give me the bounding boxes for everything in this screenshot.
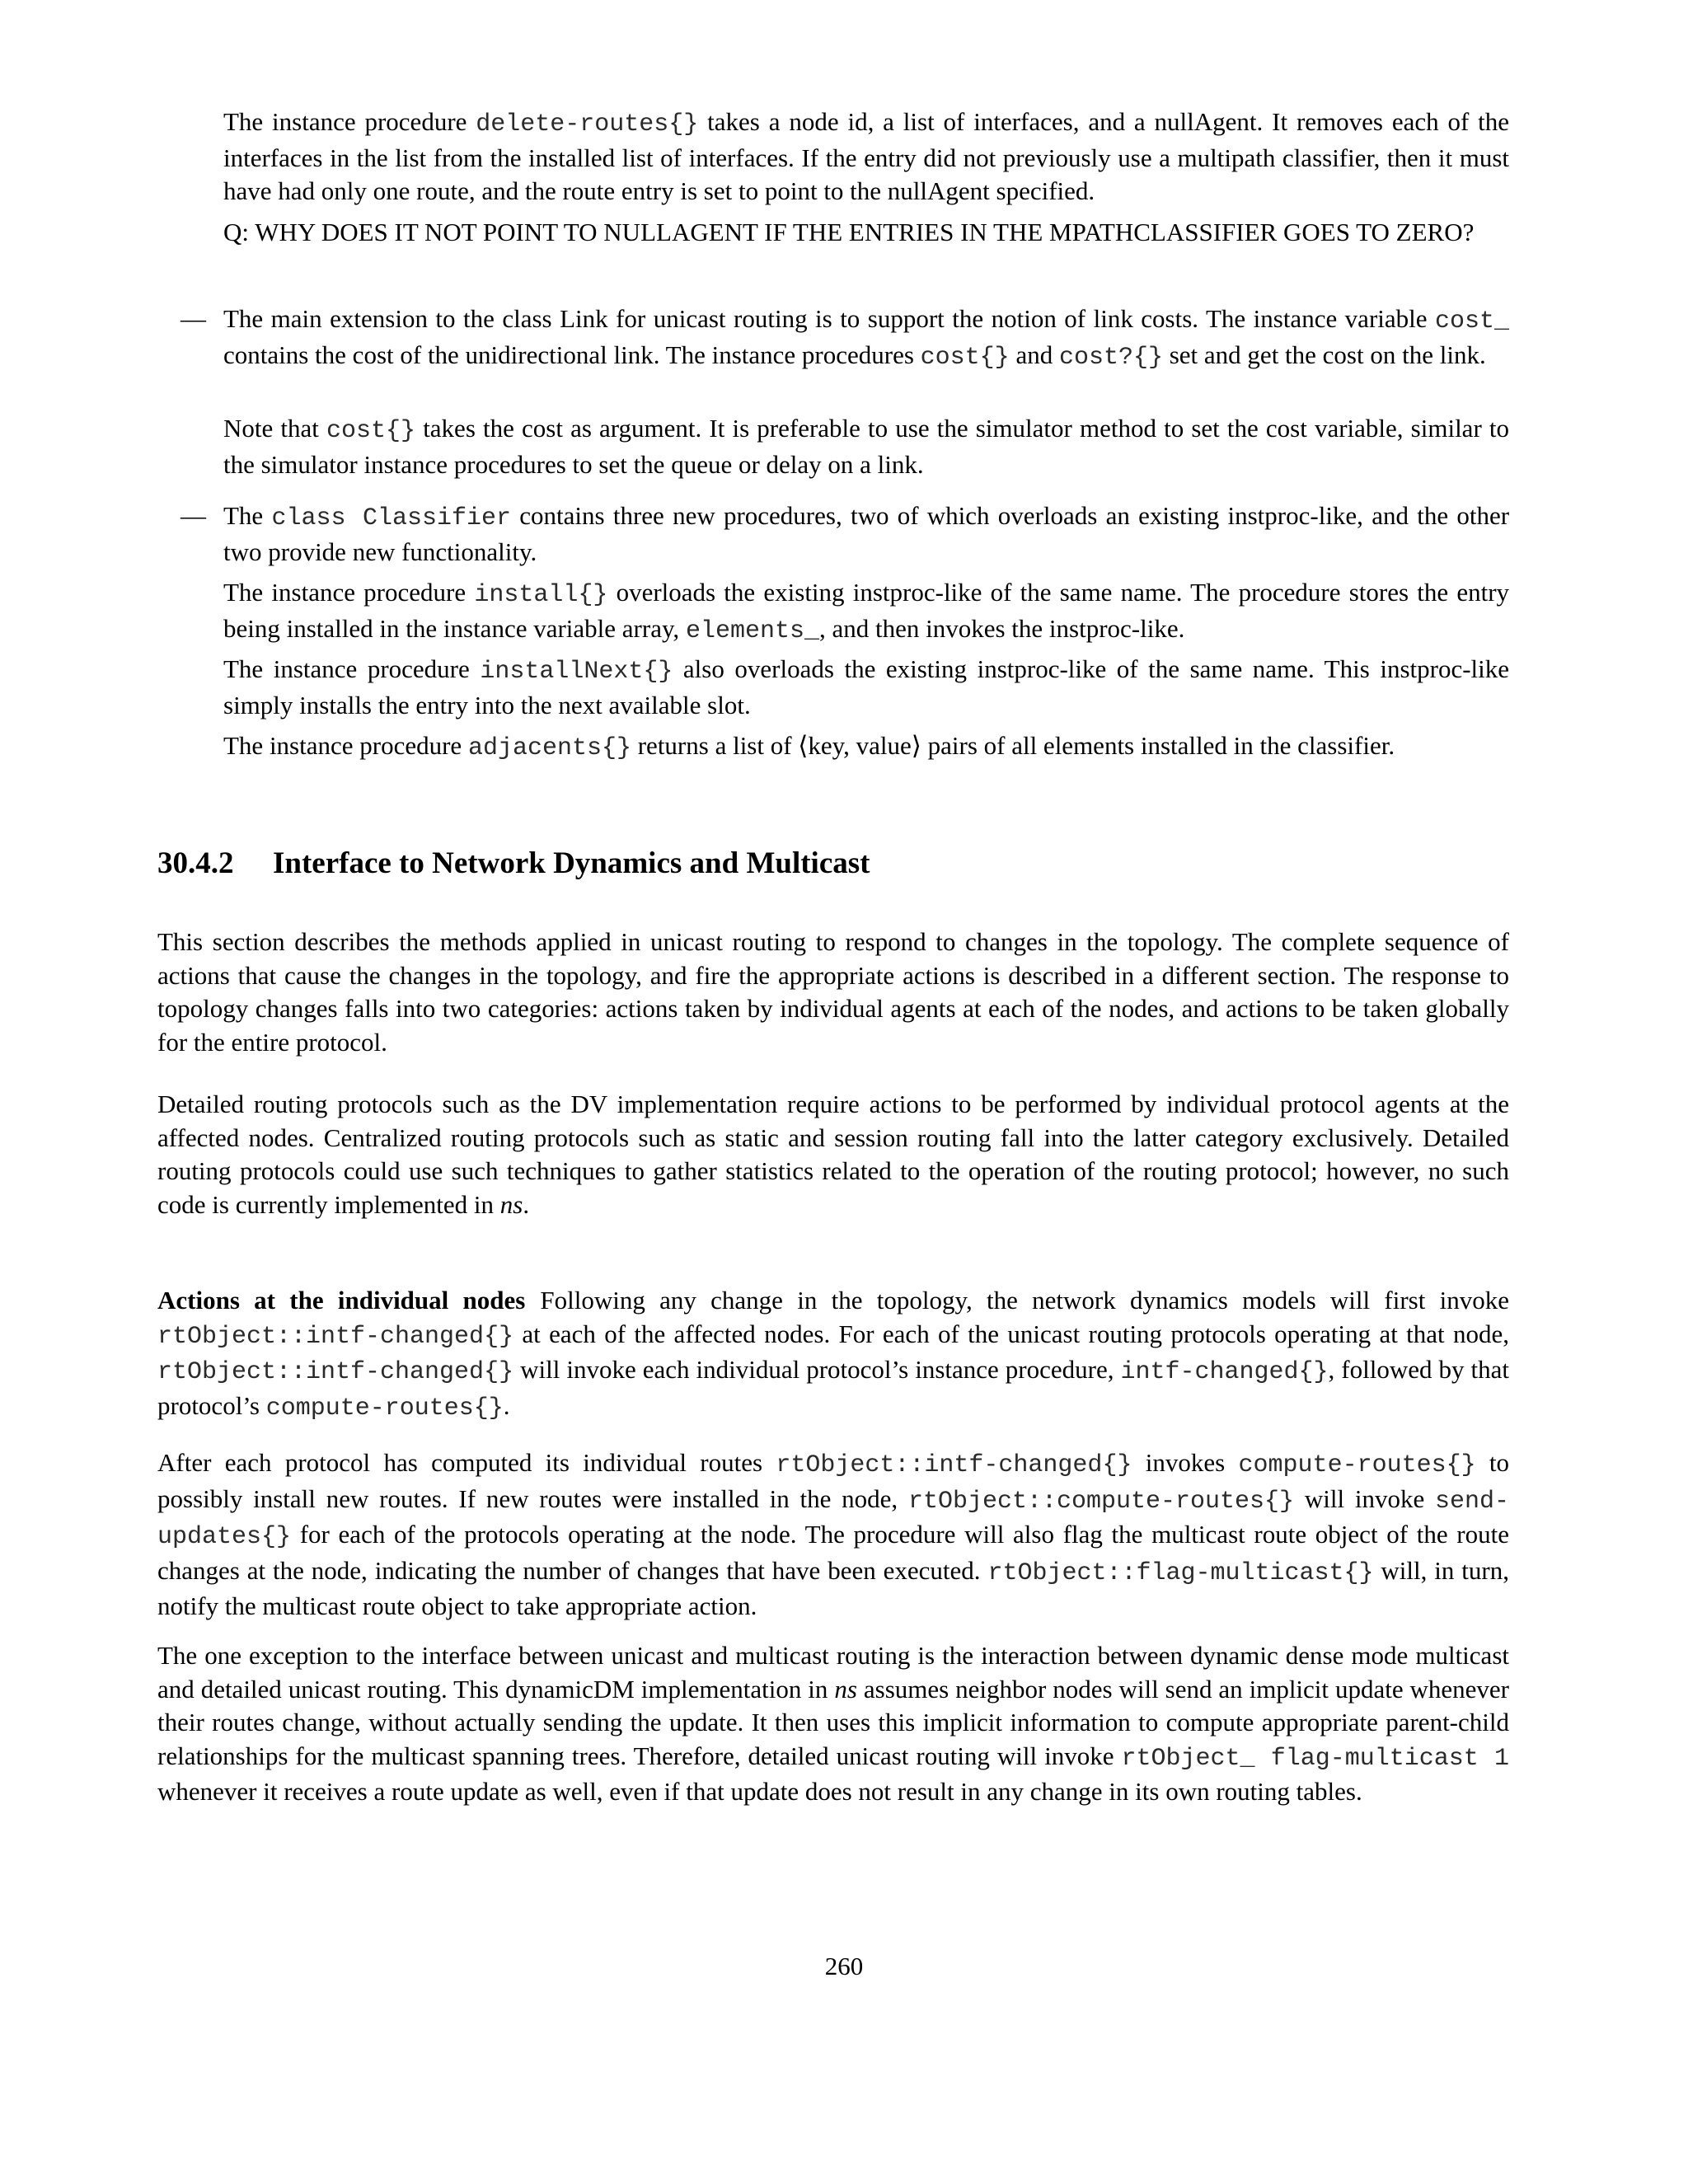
list-item-classifier [223,499,1509,569]
paragraph-delete-routes [223,105,1509,209]
text: will invoke [1304,1483,1425,1513]
paragraph-install-next [223,653,1509,722]
text: contains three new procedures, two of which overloads an existing instproc-like, and the other two provide new functionality. [223,501,1510,566]
code-rtobject-flag-multicast: rtObject_ flag-multicast 1 [1121,1744,1509,1773]
text: The instance procedure [223,731,462,760]
code-adjacents: adjacents{} [467,734,631,762]
section-number: 30.4.2 [157,846,234,880]
text: for each of the protocols operating at the node. The procedure will also flag the multicast route object of the route changes at the node, indicating the number of changes that have been executed. [157,1520,1510,1585]
text: overloads the existing instproc-like of the same name. The procedure stores the entry being installed in the instance variable array, [223,578,1510,643]
text: will invoke each individual protocol’s instance procedure, [520,1355,1114,1384]
text: , and then invokes the instproc-like. [818,613,1185,643]
code-compute-routes: compute-routes{} [265,1394,504,1422]
list-dash-1: — [181,304,206,333]
code-cost: cost{} [920,343,1010,372]
text: returns a list of ⟨key, value⟩ pairs of all elements installed in the classifier. [637,731,1395,760]
list-item-link-costs [223,302,1509,374]
text: The one exception to the interface between unicast and multicast routing is the interaction between dynamic dense mode multicast and detailed unicast routing. This dynamicDM implementation in [157,1641,1509,1704]
run-in-heading: Actions at the individual nodes [157,1286,526,1315]
code-intf-changed: rtObject::intf-changed{} [157,1358,514,1386]
section-title: Interface to Network Dynamics and Multicast [273,846,870,880]
paragraph-cost-note [223,412,1509,481]
text: at each of the affected nodes. For each of the unicast routing protocols operating at that node, [522,1319,1509,1348]
text: Detailed routing protocols such as the DV implementation require actions to be performed by individual protocol agents at the affected nodes. Centralized routing protocols such as static and session routing fall into the latter category exclusively. Detailed routing protocols could use such techniques to gather statistics related to the operation of the routing protocol; however, no such code is currently implemented in [157,1090,1509,1219]
text: After each protocol has computed its individual routes [157,1448,763,1477]
text: , followed by that protocol’s [157,1355,1510,1420]
text: whenever it receives a route update as well, even if that update does not result in any change in its own routing tables. [157,1777,1362,1806]
list-dash-2: — [181,501,206,530]
paragraph-multicast-exception [157,1639,1509,1809]
text: and [1015,340,1053,369]
text: Following any change in the topology, the network dynamics models will first invoke [540,1286,1509,1315]
paragraph-compute-routes [157,1446,1509,1624]
section-heading [157,845,1509,883]
text: contains the cost of the unidirectional link. The instance procedures [223,340,914,369]
text: invokes [1145,1448,1226,1477]
paragraph-adjacents [223,729,1509,766]
code-compute-routes: compute-routes{} [1238,1451,1476,1479]
text: . [523,1189,530,1219]
code-class-classifier: class Classifier [271,504,512,532]
code-intf-changed: rtObject::intf-changed{} [776,1451,1132,1479]
text: takes the cost as argument. It is preferable to use the simulator method to set the cost variable, similar to the simulator instance procedures to set the queue or delay on a link. [223,414,1510,479]
text: The instance procedure [223,578,467,607]
ns-italic: ns [834,1674,857,1704]
text: also overloads the existing instproc-like of the same name. This instproc-like simply installs the entry into the next available slot. [223,654,1510,719]
paragraph-intro [157,926,1509,1059]
text: The instance procedure [223,654,470,683]
ns-italic: ns [499,1189,523,1219]
code-install-next: installNext{} [480,658,673,686]
code-cost: cost{} [326,417,416,445]
paragraph-install [223,576,1509,648]
text: assumes neighbor nodes will send an implicit update whenever their routes change, without actually sending the update. It then uses this implicit information to compute appropriate parent-child relationships for the multicast spanning trees. Therefore, detailed unicast routing will invoke [157,1674,1510,1770]
code-cost-var: cost_ [1435,307,1510,335]
code-rtobject-compute-routes: rtObject::compute-routes{} [907,1487,1295,1516]
text: The [223,501,264,530]
code-cost-query: cost?{} [1058,343,1163,372]
text: to possibly install new routes. If new routes were installed in the node, [157,1448,1510,1513]
code-intf-changed: rtObject::intf-changed{} [157,1322,514,1351]
code-install: install{} [474,581,608,609]
code-send-updates: send-updates{} [157,1487,1510,1551]
text: takes a node id, a list of interfaces, and a nullAgent. It removes each of the interfaces in the list from the installed list of interfaces. If the entry did not previously use a multipath classifier, then it must have had only one route, and the route entry is set to point to the nullAgent specified. [223,107,1510,205]
text: This section describes the methods applied in unicast routing to respond to changes in the topology. The complete sequence of actions that cause the changes in the topology, and fire the appropriate actions is described in a different section. The response to topology changes falls into two categories: actions taken by individual agents at each of the nodes, and actions to be taken globally for the entire protocol. [157,927,1509,1057]
text: Q: WHY DOES IT NOT POINT TO NULLAGENT IF THE ENTRIES IN THE MPATHCLASSIFIER GOES TO ZERO? [223,218,1475,246]
text: Note that [223,414,319,443]
code-flag-multicast: rtObject::flag-multicast{} [987,1558,1374,1587]
paragraph-detailed-protocols [157,1088,1509,1221]
paragraph-question [223,216,1509,250]
code-intf-changed-short: intf-changed{} [1120,1358,1329,1386]
text: set and get the cost on the link. [1169,340,1486,369]
code-delete-routes: delete-routes{} [476,110,699,138]
paragraph-individual-nodes [157,1284,1509,1425]
text: The main extension to the class Link for unicast routing is to support the notion of link costs. The instance variable [223,304,1428,333]
text: will, in turn, notify the multicast route object to take appropriate action. [157,1555,1509,1620]
text: . [503,1390,510,1420]
text: The instance procedure [223,107,467,136]
code-elements: elements_ [685,616,819,645]
page-number: 260 [824,1952,864,1980]
